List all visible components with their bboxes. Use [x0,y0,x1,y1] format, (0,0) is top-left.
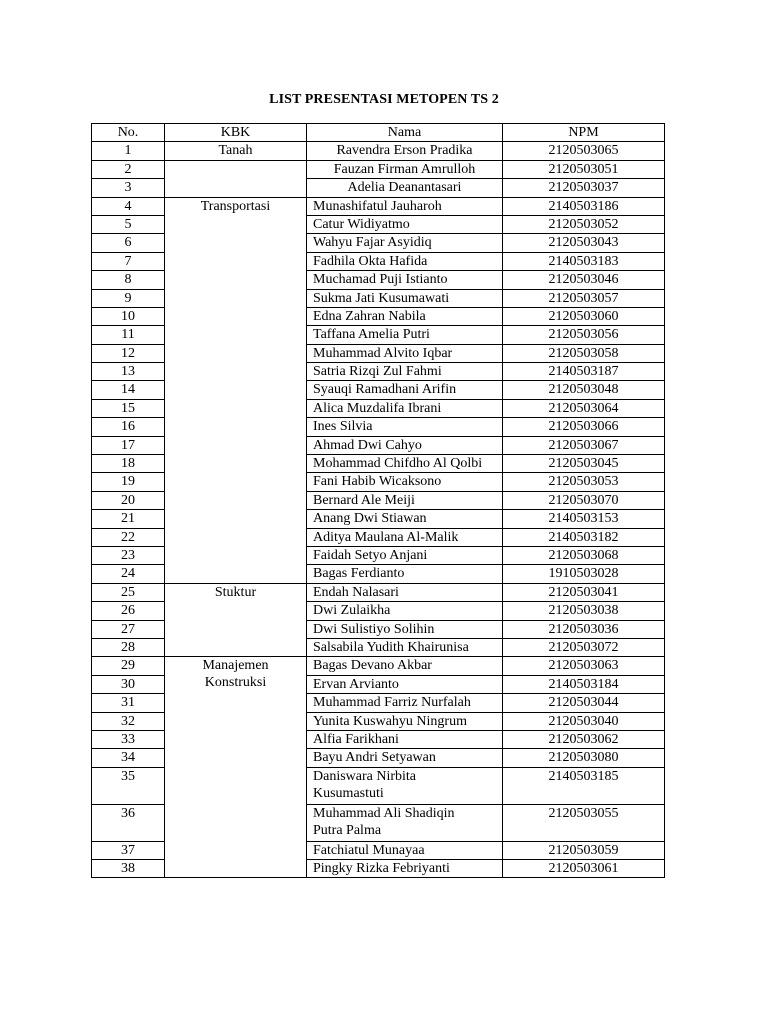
row-no: 9 [92,289,165,307]
row-nama: Mohammad Chifdho Al Qolbi [307,455,503,473]
row-npm: 2120503072 [503,638,665,656]
row-no: 35 [92,767,165,804]
row-no: 22 [92,528,165,546]
row-npm: 2120503068 [503,546,665,564]
table-row [92,583,665,601]
row-npm: 2140503184 [503,675,665,693]
row-npm: 2120503052 [503,215,665,233]
row-no: 16 [92,418,165,436]
row-npm: 2120503064 [503,399,665,417]
row-nama: Muhammad Alvito Iqbar [307,344,503,362]
row-nama: Ervan Arvianto [307,675,503,693]
row-nama: Aditya Maulana Al-Malik [307,528,503,546]
row-no: 15 [92,399,165,417]
row-npm: 2120503066 [503,418,665,436]
table-row [92,197,665,215]
kbk-manajemen-line1: Manajemen [202,658,269,674]
row-nama: Alfia Farikhani [307,730,503,748]
row-no: 29 [92,657,165,675]
row-nama: Anang Dwi Stiawan [307,510,503,528]
kbk-empty [165,160,307,197]
row-npm: 2120503063 [503,657,665,675]
row-nama: Munashifatul Jauharoh [307,197,503,215]
row-nama: Catur Widiyatmo [307,215,503,233]
row-no: 31 [92,694,165,712]
header-no: No. [92,124,165,142]
row-nama: Taffana Amelia Putri [307,326,503,344]
row-nama: Dwi Zulaikha [307,602,503,620]
row-nama: Endah Nalasari [307,583,503,601]
kbk-manajemen-line2: Konstruksi [204,675,267,691]
row-no: 8 [92,271,165,289]
row-npm: 2140503182 [503,528,665,546]
row-no: 10 [92,307,165,325]
row-npm: 2120503058 [503,344,665,362]
row-no: 6 [92,234,165,252]
page-title: LIST PRESENTASI METOPEN TS 2 [269,92,499,107]
row-nama: Ravendra Erson Pradika [307,142,503,160]
row-no: 4 [92,197,165,215]
row-nama: Ahmad Dwi Cahyo [307,436,503,454]
row-npm: 2140503153 [503,510,665,528]
row-npm: 2120503048 [503,381,665,399]
presentation-table [91,123,665,878]
row-no: 17 [92,436,165,454]
row-nama-line2: Putra Palma [313,822,382,838]
table-row [92,657,665,675]
row-nama: Muhammad Farriz Nurfalah [307,694,503,712]
row-no: 32 [92,712,165,730]
row-npm: 2140503185 [503,767,665,804]
row-npm: 2120503059 [503,841,665,859]
table-row [92,160,665,178]
row-npm: 2120503053 [503,473,665,491]
row-nama: Fauzan Firman Amrulloh [307,160,503,178]
row-npm: 2120503045 [503,455,665,473]
row-npm: 2120503060 [503,307,665,325]
header-npm: NPM [503,124,665,142]
row-no: 3 [92,179,165,197]
row-nama: Muchamad Puji Istianto [307,271,503,289]
row-nama: Salsabila Yudith Khairunisa [307,638,503,656]
row-npm: 2120503040 [503,712,665,730]
header-nama: Nama [307,124,503,142]
row-no: 1 [92,142,165,160]
row-no: 23 [92,546,165,564]
row-nama: Fadhila Okta Hafida [307,252,503,270]
row-npm: 2120503037 [503,179,665,197]
row-npm: 2140503187 [503,363,665,381]
row-nama [307,804,503,841]
kbk-transportasi: Transportasi [165,197,307,583]
kbk-tanah: Tanah [165,142,307,160]
row-npm: 2140503183 [503,252,665,270]
row-npm: 2120503036 [503,620,665,638]
row-npm: 2120503057 [503,289,665,307]
row-npm: 2120503051 [503,160,665,178]
row-no: 26 [92,602,165,620]
row-no: 7 [92,252,165,270]
row-no: 25 [92,583,165,601]
row-no: 21 [92,510,165,528]
row-no: 13 [92,363,165,381]
row-npm: 2120503041 [503,583,665,601]
row-no: 34 [92,749,165,767]
row-no: 20 [92,491,165,509]
row-nama: Fani Habib Wicaksono [307,473,503,491]
row-nama: Edna Zahran Nabila [307,307,503,325]
row-npm: 2120503067 [503,436,665,454]
row-nama: Bagas Devano Akbar [307,657,503,675]
row-no: 38 [92,860,165,878]
row-npm: 1910503028 [503,565,665,583]
row-no: 36 [92,804,165,841]
row-nama: Bernard Ale Meiji [307,491,503,509]
row-npm: 2120503065 [503,142,665,160]
kbk-manajemen-konstruksi [165,657,307,878]
row-no: 18 [92,455,165,473]
row-no: 33 [92,730,165,748]
row-nama: Bayu Andri Setyawan [307,749,503,767]
row-no: 14 [92,381,165,399]
row-npm: 2120503070 [503,491,665,509]
row-npm: 2120503046 [503,271,665,289]
row-no: 24 [92,565,165,583]
row-no: 11 [92,326,165,344]
row-nama: Bagas Ferdianto [307,565,503,583]
row-no: 2 [92,160,165,178]
row-npm: 2120503038 [503,602,665,620]
row-no: 5 [92,215,165,233]
row-no: 27 [92,620,165,638]
row-npm: 2120503062 [503,730,665,748]
row-nama: Alica Muzdalifa Ibrani [307,399,503,417]
kbk-stuktur: Stuktur [165,583,307,657]
header-kbk: KBK [165,124,307,142]
table-row [92,142,665,160]
row-no: 28 [92,638,165,656]
row-npm: 2140503186 [503,197,665,215]
row-no: 19 [92,473,165,491]
row-npm: 2120503044 [503,694,665,712]
row-nama: Ines Silvia [307,418,503,436]
row-nama-line1: Daniswara Nirbita [313,768,417,784]
table-header-row [92,124,665,142]
row-no: 12 [92,344,165,362]
row-nama: Dwi Sulistiyo Solihin [307,620,503,638]
row-nama: Syauqi Ramadhani Arifin [307,381,503,399]
row-nama: Wahyu Fajar Asyidiq [307,234,503,252]
row-nama: Sukma Jati Kusumawati [307,289,503,307]
row-nama: Fatchiatul Munayaa [307,841,503,859]
row-nama-line1: Muhammad Ali Shadiqin [313,805,455,821]
row-no: 37 [92,841,165,859]
row-no: 30 [92,675,165,693]
row-nama [307,767,503,804]
row-npm: 2120503043 [503,234,665,252]
row-npm: 2120503055 [503,804,665,841]
row-nama: Yunita Kuswahyu Ningrum [307,712,503,730]
row-npm: 2120503056 [503,326,665,344]
row-npm: 2120503061 [503,860,665,878]
row-nama: Faidah Setyo Anjani [307,546,503,564]
row-nama: Pingky Rizka Febriyanti [307,860,503,878]
row-nama: Satria Rizqi Zul Fahmi [307,363,503,381]
row-npm: 2120503080 [503,749,665,767]
row-nama-line2: Kusumastuti [313,785,384,801]
row-nama: Adelia Deanantasari [307,179,503,197]
